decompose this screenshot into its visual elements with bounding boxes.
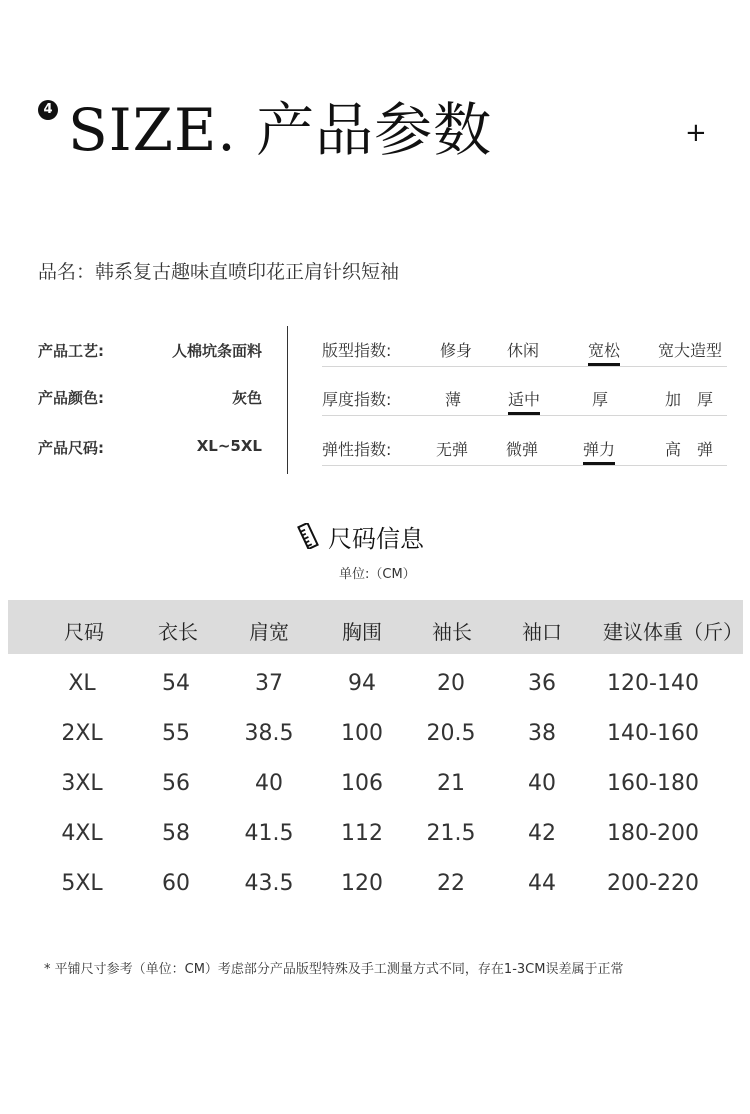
table-cell: 20.5 xyxy=(426,721,476,746)
table-cell: 38.5 xyxy=(244,721,294,746)
table-row xyxy=(8,658,743,708)
index-row-thickness xyxy=(322,375,727,416)
table-cell: 22 xyxy=(437,871,465,896)
table-cell: 120-140 xyxy=(607,671,699,696)
table-cell: 60 xyxy=(162,871,190,896)
table-cell: 180-200 xyxy=(607,821,699,846)
index-option: 高 弹 xyxy=(664,440,714,459)
ruler-icon xyxy=(297,523,319,549)
index-option-selected: 弹力 xyxy=(583,437,615,465)
table-cell: 100 xyxy=(341,721,383,746)
section-title: 尺码信息 xyxy=(328,525,424,553)
column-header: 袖口 xyxy=(522,620,562,644)
index-option: 薄 xyxy=(444,390,462,409)
attribute-key: 产品颜色: xyxy=(38,389,104,407)
column-header: 建议体重（斤） xyxy=(603,620,743,644)
table-cell: 94 xyxy=(348,671,376,696)
table-cell: 140-160 xyxy=(607,721,699,746)
attribute-row-craft xyxy=(38,340,262,364)
table-cell: 120 xyxy=(341,871,383,896)
table-cell: 58 xyxy=(162,821,190,846)
index-label: 弹性指数: xyxy=(322,440,392,459)
column-header: 尺码 xyxy=(64,620,104,644)
table-cell: 200-220 xyxy=(607,871,699,896)
table-cell: 36 xyxy=(528,671,556,696)
attribute-row-size xyxy=(38,437,262,461)
footnote: * 平铺尺寸参考（单位：CM）考虑部分产品版型特殊及手工测量方式不同，存在1-3CM误差属于正常 xyxy=(44,962,624,977)
index-row-elasticity xyxy=(322,425,727,466)
index-option: 微弹 xyxy=(505,440,539,459)
index-option-selected: 宽松 xyxy=(588,338,620,366)
table-cell: 40 xyxy=(528,771,556,796)
plus-icon: + xyxy=(685,118,707,148)
index-label: 版型指数: xyxy=(322,341,392,360)
table-cell: 43.5 xyxy=(244,871,294,896)
attribute-value: 灰色 xyxy=(231,389,262,407)
column-header: 肩宽 xyxy=(249,620,289,644)
table-cell: 3XL xyxy=(61,771,103,796)
table-header xyxy=(8,600,743,654)
table-cell: 41.5 xyxy=(244,821,294,846)
table-cell: 20 xyxy=(437,671,465,696)
section-number-badge: 4 xyxy=(38,100,58,120)
product-name: 品名：韩系复古趣味直喷印花正肩针织短袖 xyxy=(38,261,400,283)
table-cell: 37 xyxy=(255,671,283,696)
table-cell: 42 xyxy=(528,821,556,846)
table-cell: 106 xyxy=(341,771,383,796)
attribute-value: 人棉坑条面料 xyxy=(171,342,262,360)
attribute-key: 产品工艺: xyxy=(38,342,104,360)
attribute-row-color xyxy=(38,387,262,411)
table-cell: 112 xyxy=(341,821,383,846)
attribute-key: 产品尺码: xyxy=(38,439,104,457)
attribute-value: XL~5XL xyxy=(196,437,262,455)
index-option: 宽大造型 xyxy=(657,341,723,360)
table-row xyxy=(8,808,743,858)
index-option: 休闲 xyxy=(506,341,540,360)
table-cell: 2XL xyxy=(61,721,103,746)
column-header: 袖长 xyxy=(432,620,472,644)
table-cell: 21 xyxy=(437,771,465,796)
table-cell: 44 xyxy=(528,871,556,896)
table-row xyxy=(8,858,743,908)
unit-label: 单位:（CM） xyxy=(339,567,416,582)
table-cell: 55 xyxy=(162,721,190,746)
table-row xyxy=(8,758,743,808)
table-cell: 40 xyxy=(255,771,283,796)
table-cell: 56 xyxy=(162,771,190,796)
column-header: 胸围 xyxy=(342,620,382,644)
table-cell: XL xyxy=(68,671,96,696)
index-label: 厚度指数: xyxy=(322,390,392,409)
index-option: 修身 xyxy=(439,341,473,360)
index-row-fit xyxy=(322,326,727,367)
index-option-selected: 适中 xyxy=(508,387,540,415)
table-cell: 160-180 xyxy=(607,771,699,796)
column-header: 衣长 xyxy=(158,620,198,644)
table-cell: 21.5 xyxy=(426,821,476,846)
page-title: SIZE. 产品参数 xyxy=(68,96,493,164)
index-option: 加 厚 xyxy=(664,390,714,409)
table-cell: 5XL xyxy=(61,871,103,896)
index-option: 无弹 xyxy=(435,440,469,459)
table-row xyxy=(8,708,743,758)
vertical-divider xyxy=(287,326,288,474)
index-option: 厚 xyxy=(591,390,609,409)
table-cell: 38 xyxy=(528,721,556,746)
table-cell: 54 xyxy=(162,671,190,696)
table-cell: 4XL xyxy=(61,821,103,846)
